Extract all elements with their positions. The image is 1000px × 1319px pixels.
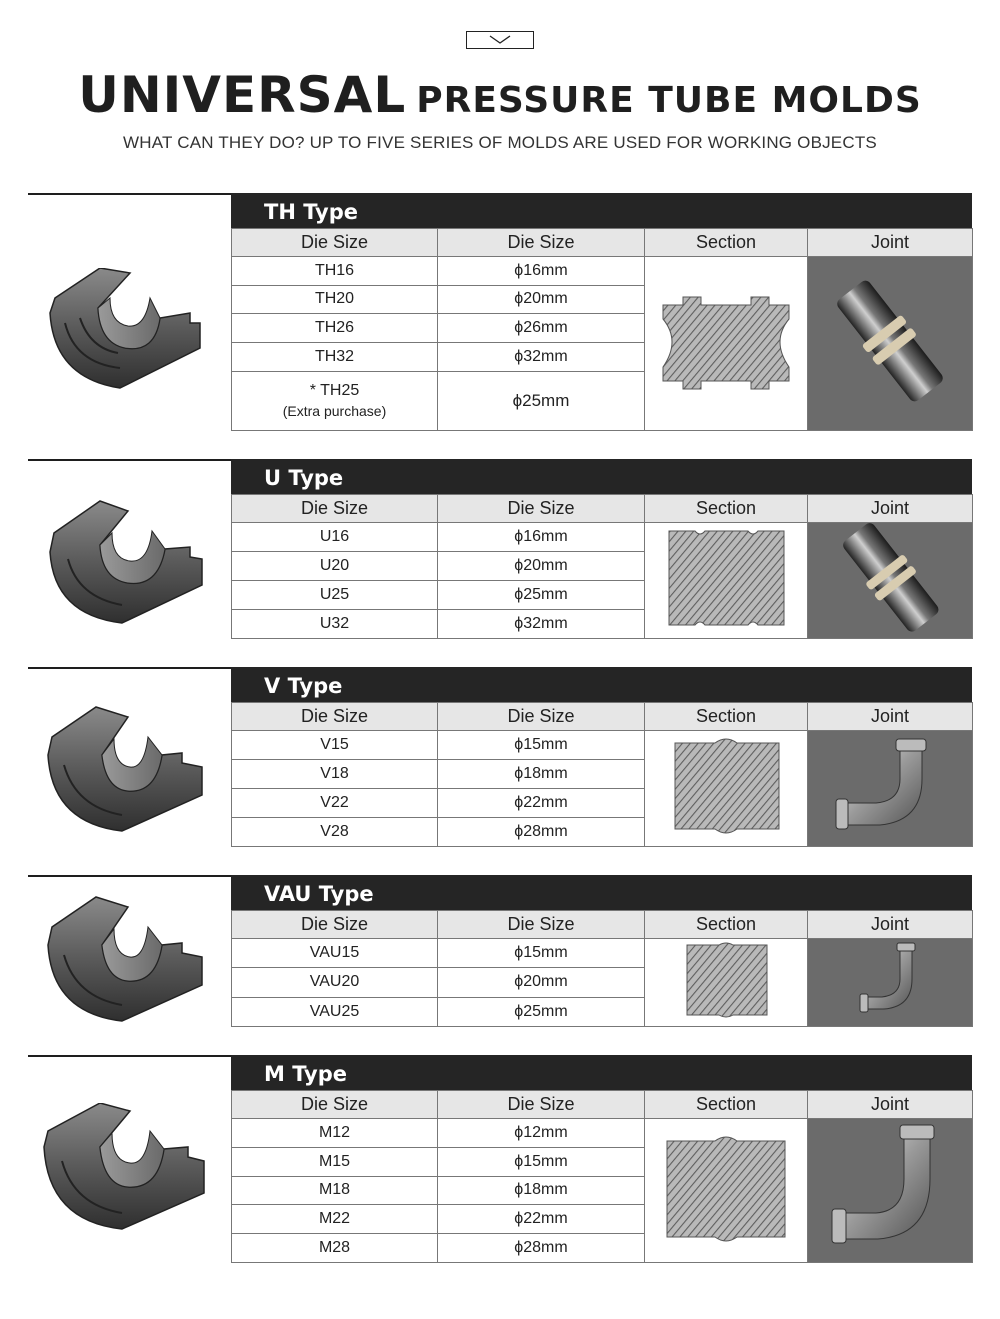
joint-cell [808, 939, 973, 1027]
die-cell-extra [232, 371, 438, 430]
die-cell: TH16 [232, 257, 438, 286]
size-cell-extra: ϕ25mm [438, 371, 645, 430]
die-cell: U20 [232, 552, 438, 581]
size-cell: ϕ18mm [438, 760, 645, 789]
col-die-size: Die Size [232, 703, 438, 731]
size-cell: ϕ16mm [438, 257, 645, 286]
vau-section-diagram [645, 939, 808, 1021]
col-section: Section [645, 229, 808, 257]
v-type-title: V Type [231, 667, 972, 702]
m-mold-image [40, 1103, 210, 1233]
table-row [232, 731, 973, 760]
col-die-size-2: Die Size [438, 1091, 645, 1119]
die-cell: M18 [232, 1176, 438, 1205]
th-type-title: TH Type [231, 193, 972, 228]
table-row [232, 257, 973, 286]
vau-spec-table [231, 910, 973, 1027]
col-section: Section [645, 1091, 808, 1119]
extra-die: * TH25 [309, 382, 360, 400]
col-die-size-2: Die Size [438, 495, 645, 523]
col-joint: Joint [808, 229, 973, 257]
joint-cell [808, 257, 973, 431]
col-joint: Joint [808, 911, 973, 939]
v-joint-image [808, 731, 973, 841]
section-rule [28, 459, 231, 461]
section-rule [28, 1055, 231, 1057]
th-spec-table [231, 228, 973, 431]
vau-type-title: VAU Type [231, 875, 972, 910]
joint-cell [808, 523, 973, 639]
size-cell: ϕ20mm [438, 552, 645, 581]
section-cell [645, 939, 808, 1027]
col-section: Section [645, 495, 808, 523]
u-mold-image [40, 497, 210, 627]
m-joint-image [808, 1119, 973, 1257]
m-type-title: M Type [231, 1055, 972, 1090]
die-cell: M15 [232, 1147, 438, 1176]
section-rule [28, 875, 231, 877]
v-spec-table [231, 702, 973, 847]
col-joint: Joint [808, 495, 973, 523]
die-cell: VAU20 [232, 968, 438, 997]
die-cell: VAU25 [232, 997, 438, 1026]
u-section-diagram [645, 523, 808, 633]
die-cell: M28 [232, 1234, 438, 1263]
die-cell: M12 [232, 1119, 438, 1148]
title-small: PRESSURE TUBE MOLDS [416, 80, 922, 121]
th-mold-image [40, 268, 210, 398]
size-cell: ϕ26mm [438, 314, 645, 343]
die-cell: V22 [232, 789, 438, 818]
section-rule [28, 667, 231, 669]
chevron-down-icon [488, 35, 512, 45]
size-cell: ϕ18mm [438, 1176, 645, 1205]
section-cell [645, 731, 808, 847]
size-cell: ϕ25mm [438, 997, 645, 1026]
die-cell: U25 [232, 581, 438, 610]
size-cell: ϕ25mm [438, 581, 645, 610]
vau-joint-image [808, 939, 973, 1021]
die-cell: V18 [232, 760, 438, 789]
col-die-size-2: Die Size [438, 703, 645, 731]
col-die-size: Die Size [232, 911, 438, 939]
section-cell [645, 523, 808, 639]
title-big: UNIVERSAL [78, 66, 407, 124]
u-joint-image [808, 523, 973, 633]
size-cell: ϕ16mm [438, 523, 645, 552]
die-cell: M22 [232, 1205, 438, 1234]
v-mold-image [40, 705, 210, 835]
joint-cell [808, 1119, 973, 1263]
size-cell: ϕ32mm [438, 610, 645, 639]
table-row [232, 523, 973, 552]
v-section-diagram [645, 731, 808, 841]
joint-cell [808, 731, 973, 847]
u-type-title: U Type [231, 459, 972, 494]
m-spec-table [231, 1090, 973, 1263]
die-cell: TH20 [232, 285, 438, 314]
size-cell: ϕ22mm [438, 789, 645, 818]
die-cell: TH26 [232, 314, 438, 343]
die-cell: TH32 [232, 342, 438, 371]
page-title [0, 66, 1000, 124]
col-section: Section [645, 703, 808, 731]
die-cell: V28 [232, 818, 438, 847]
table-row [232, 939, 973, 968]
size-cell: ϕ12mm [438, 1119, 645, 1148]
size-cell: ϕ15mm [438, 939, 645, 968]
size-cell: ϕ15mm [438, 1147, 645, 1176]
section-cell [645, 1119, 808, 1263]
vau-mold-image [40, 895, 210, 1025]
section-cell [645, 257, 808, 431]
size-cell: ϕ32mm [438, 342, 645, 371]
col-die-size: Die Size [232, 495, 438, 523]
size-cell: ϕ22mm [438, 1205, 645, 1234]
col-die-size-2: Die Size [438, 911, 645, 939]
col-joint: Joint [808, 703, 973, 731]
size-cell: ϕ20mm [438, 285, 645, 314]
die-cell: VAU15 [232, 939, 438, 968]
col-die-size: Die Size [232, 1091, 438, 1119]
collapse-toggle[interactable] [466, 31, 534, 49]
col-die-size-2: Die Size [438, 229, 645, 257]
size-cell: ϕ20mm [438, 968, 645, 997]
u-spec-table [231, 494, 973, 639]
col-die-size: Die Size [232, 229, 438, 257]
size-cell: ϕ28mm [438, 818, 645, 847]
size-cell: ϕ15mm [438, 731, 645, 760]
col-section: Section [645, 911, 808, 939]
m-section-diagram [645, 1119, 808, 1257]
die-cell: U32 [232, 610, 438, 639]
col-joint: Joint [808, 1091, 973, 1119]
size-cell: ϕ28mm [438, 1234, 645, 1263]
page-subtitle: WHAT CAN THEY DO? UP TO FIVE SERIES OF MOLDS ARE USED FOR WORKING OBJECTS [123, 133, 877, 152]
die-cell: U16 [232, 523, 438, 552]
extra-note: (Extra purchase) [282, 403, 387, 420]
section-rule [28, 193, 231, 195]
table-row [232, 1119, 973, 1148]
th-joint-image [808, 257, 973, 425]
die-cell: V15 [232, 731, 438, 760]
th-section-diagram [645, 257, 808, 425]
